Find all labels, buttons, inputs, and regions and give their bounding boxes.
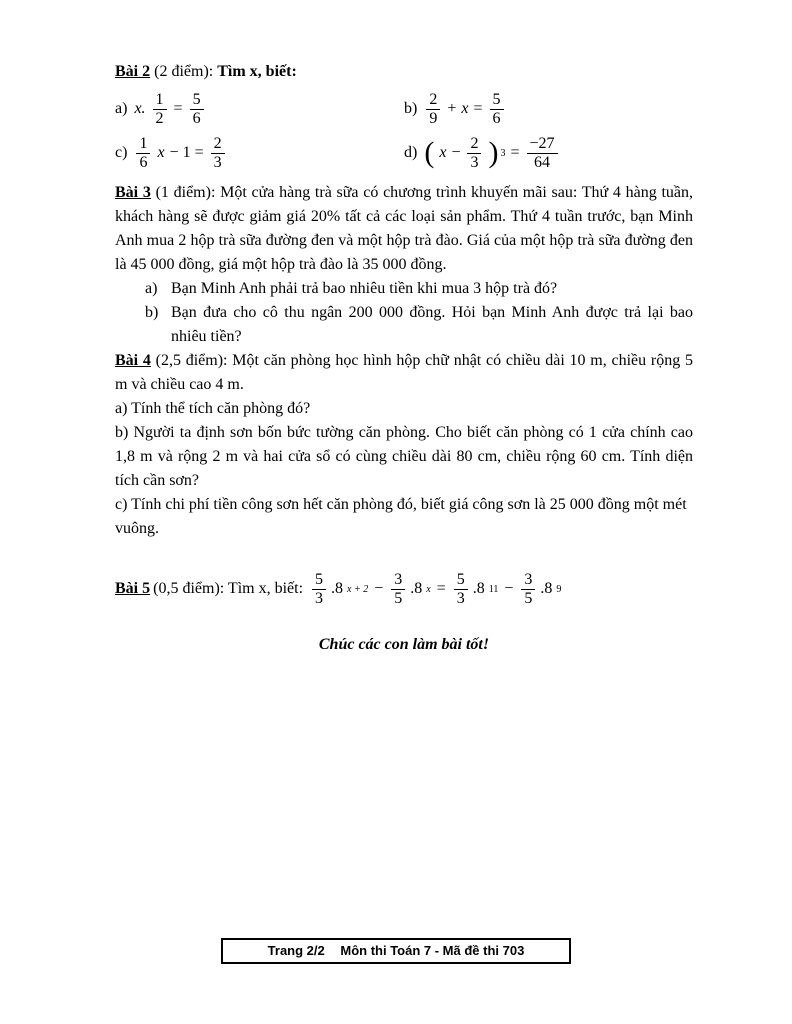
equals-sign: = [510,144,520,162]
fraction [467,135,481,172]
base-term: .8 [331,580,344,598]
fraction [153,91,167,128]
denominator: 3 [456,589,465,607]
bai2-equations-row1 [115,91,693,128]
numerator: 5 [312,571,326,590]
equation-2b [404,91,693,128]
exponent: 11 [488,583,499,595]
bai4-intro: (2,5 điểm): Một căn phòng học hình hộp chữ nhật có chiều dài 10 m, chiều rộng 5 m và chiều cao 4 m. [115,351,693,393]
fraction [391,571,405,608]
item-label: b) [145,303,159,321]
fraction [490,91,504,128]
bai2-points: (2 điểm): [150,63,218,80]
base-term: .8 [472,580,485,598]
bai3-paragraph [115,181,693,277]
closing-message: Chúc các con làm bài tốt! [318,636,490,654]
base-term: .8 [540,580,553,598]
denominator: 5 [524,589,533,607]
numerator: 1 [136,135,150,154]
fraction [426,91,440,128]
equals-sign: = [173,100,183,118]
fraction [211,135,225,172]
bai5-intro: (0,5 điểm): Tìm x, biết: [153,580,304,598]
minus-sign: − [451,144,461,162]
bai2-instruction: Tìm x, biết: [217,63,297,80]
fraction [190,91,204,128]
equation-2d: d) ( x − $\frac{2}{3}$ ) 3 = $\frac{-27}{64}$ [404,135,693,172]
item-text: Bạn đưa cho cô thu ngân 200 000 đồng. Hỏi bạn Minh Anh được trả lại bao nhiêu tiền? [171,303,693,345]
exponent: x + 2 [347,583,369,595]
item-text: Bạn Minh Anh phải trả bao nhiêu tiền khi mua 3 hộp trà đó? [171,279,558,297]
denominator: 2 [155,109,164,127]
page-footer [221,938,571,964]
fraction [527,135,558,172]
numerator: 2 [467,135,481,154]
bai5-section [115,571,693,608]
minus-sign: − [374,580,384,598]
bai2-heading [115,60,693,84]
fraction [312,571,326,608]
numerator: 5 [190,91,204,110]
numerator: 5 [454,571,468,590]
plus-sign: + [447,100,457,118]
numerator: 3 [391,571,405,590]
exponent: 3 [500,147,506,159]
minus-sign: − [504,580,514,598]
bai3-item-b [145,301,693,349]
bai3-body: (1 điểm): Một cửa hàng trà sữa có chương trình khuyến mãi sau: Thứ 4 hàng tuần, khách hàng sẽ được giảm giá 20% tất cả các loại sản phẩm. Thứ 4 tuần trước, bạn Minh Anh mua 2 hộp trà sữa đường đen và một hộp trà đào. Giá của một hộp trà sữa đường đen là 45 000 đồng, giá một hộp trà đào là 35 000 đồng. [115,183,693,273]
bai3-item-a [145,277,693,301]
numerator: 1 [153,91,167,110]
denominator: 6 [192,109,201,127]
bai2-equations-row2 [115,135,693,172]
equation-2a [115,91,404,128]
equals-sign: = [436,580,446,598]
denominator: 3 [213,153,222,171]
base-term: .8 [410,580,423,598]
numerator: 2 [426,91,440,110]
denominator: 3 [315,589,324,607]
denominator: 5 [394,589,403,607]
numerator: 2 [211,135,225,154]
equals-sign: = [473,100,483,118]
equation-label: c) [115,144,128,162]
page-content [115,60,693,673]
bai4-item-b: b) Người ta định sơn bốn bức tường căn phòng. Cho biết căn phòng có 1 cửa chính cao 1,8 m và rộng 2 m và hai cửa sổ có cùng chiều dài 80 cm, chiều rộng 60 cm. Tính diện tích cần sơn? [115,423,693,489]
equation-label: a) [115,100,128,118]
exponent: x [426,583,431,595]
denominator: 6 [492,109,501,127]
expression-tail: − 1 = [169,144,204,162]
equation-label: d) [404,144,418,162]
variable-term: x. [134,100,146,118]
fraction [136,135,150,172]
bai2-title: Bài 2 [115,63,151,80]
bai3-title: Bài 3 [115,183,151,201]
denominator: 9 [429,109,438,127]
fraction [454,571,468,608]
exponent: 9 [556,583,562,595]
denominator: 3 [470,153,479,171]
bai4-item-a: a) Tính thể tích căn phòng đó? [115,399,311,417]
bai4-paragraph [115,349,693,397]
footer-exam-code: Môn thi Toán 7 - Mã đề thi 703 [340,943,525,958]
numerator: 5 [490,91,504,110]
denominator: 6 [139,153,148,171]
bai4-title: Bài 4 [115,351,151,369]
item-label: a) [145,279,158,297]
equation-2c [115,135,404,172]
variable-term: x [461,100,469,118]
bai4-item-c: c) Tính chi phí tiền công sơn hết căn phòng đó, biết giá công sơn là 25 000 đồng một mét vuông. [115,495,687,537]
numerator: −27 [527,135,558,154]
denominator: 64 [534,153,551,171]
footer-page-number: Trang 2/2 [267,943,325,958]
fraction [521,571,535,608]
numerator: 3 [521,571,535,590]
equation-label: b) [404,100,418,118]
variable-term: x [157,144,165,162]
variable-term: x [439,144,447,162]
bai5-title: Bài 5 [115,580,151,598]
